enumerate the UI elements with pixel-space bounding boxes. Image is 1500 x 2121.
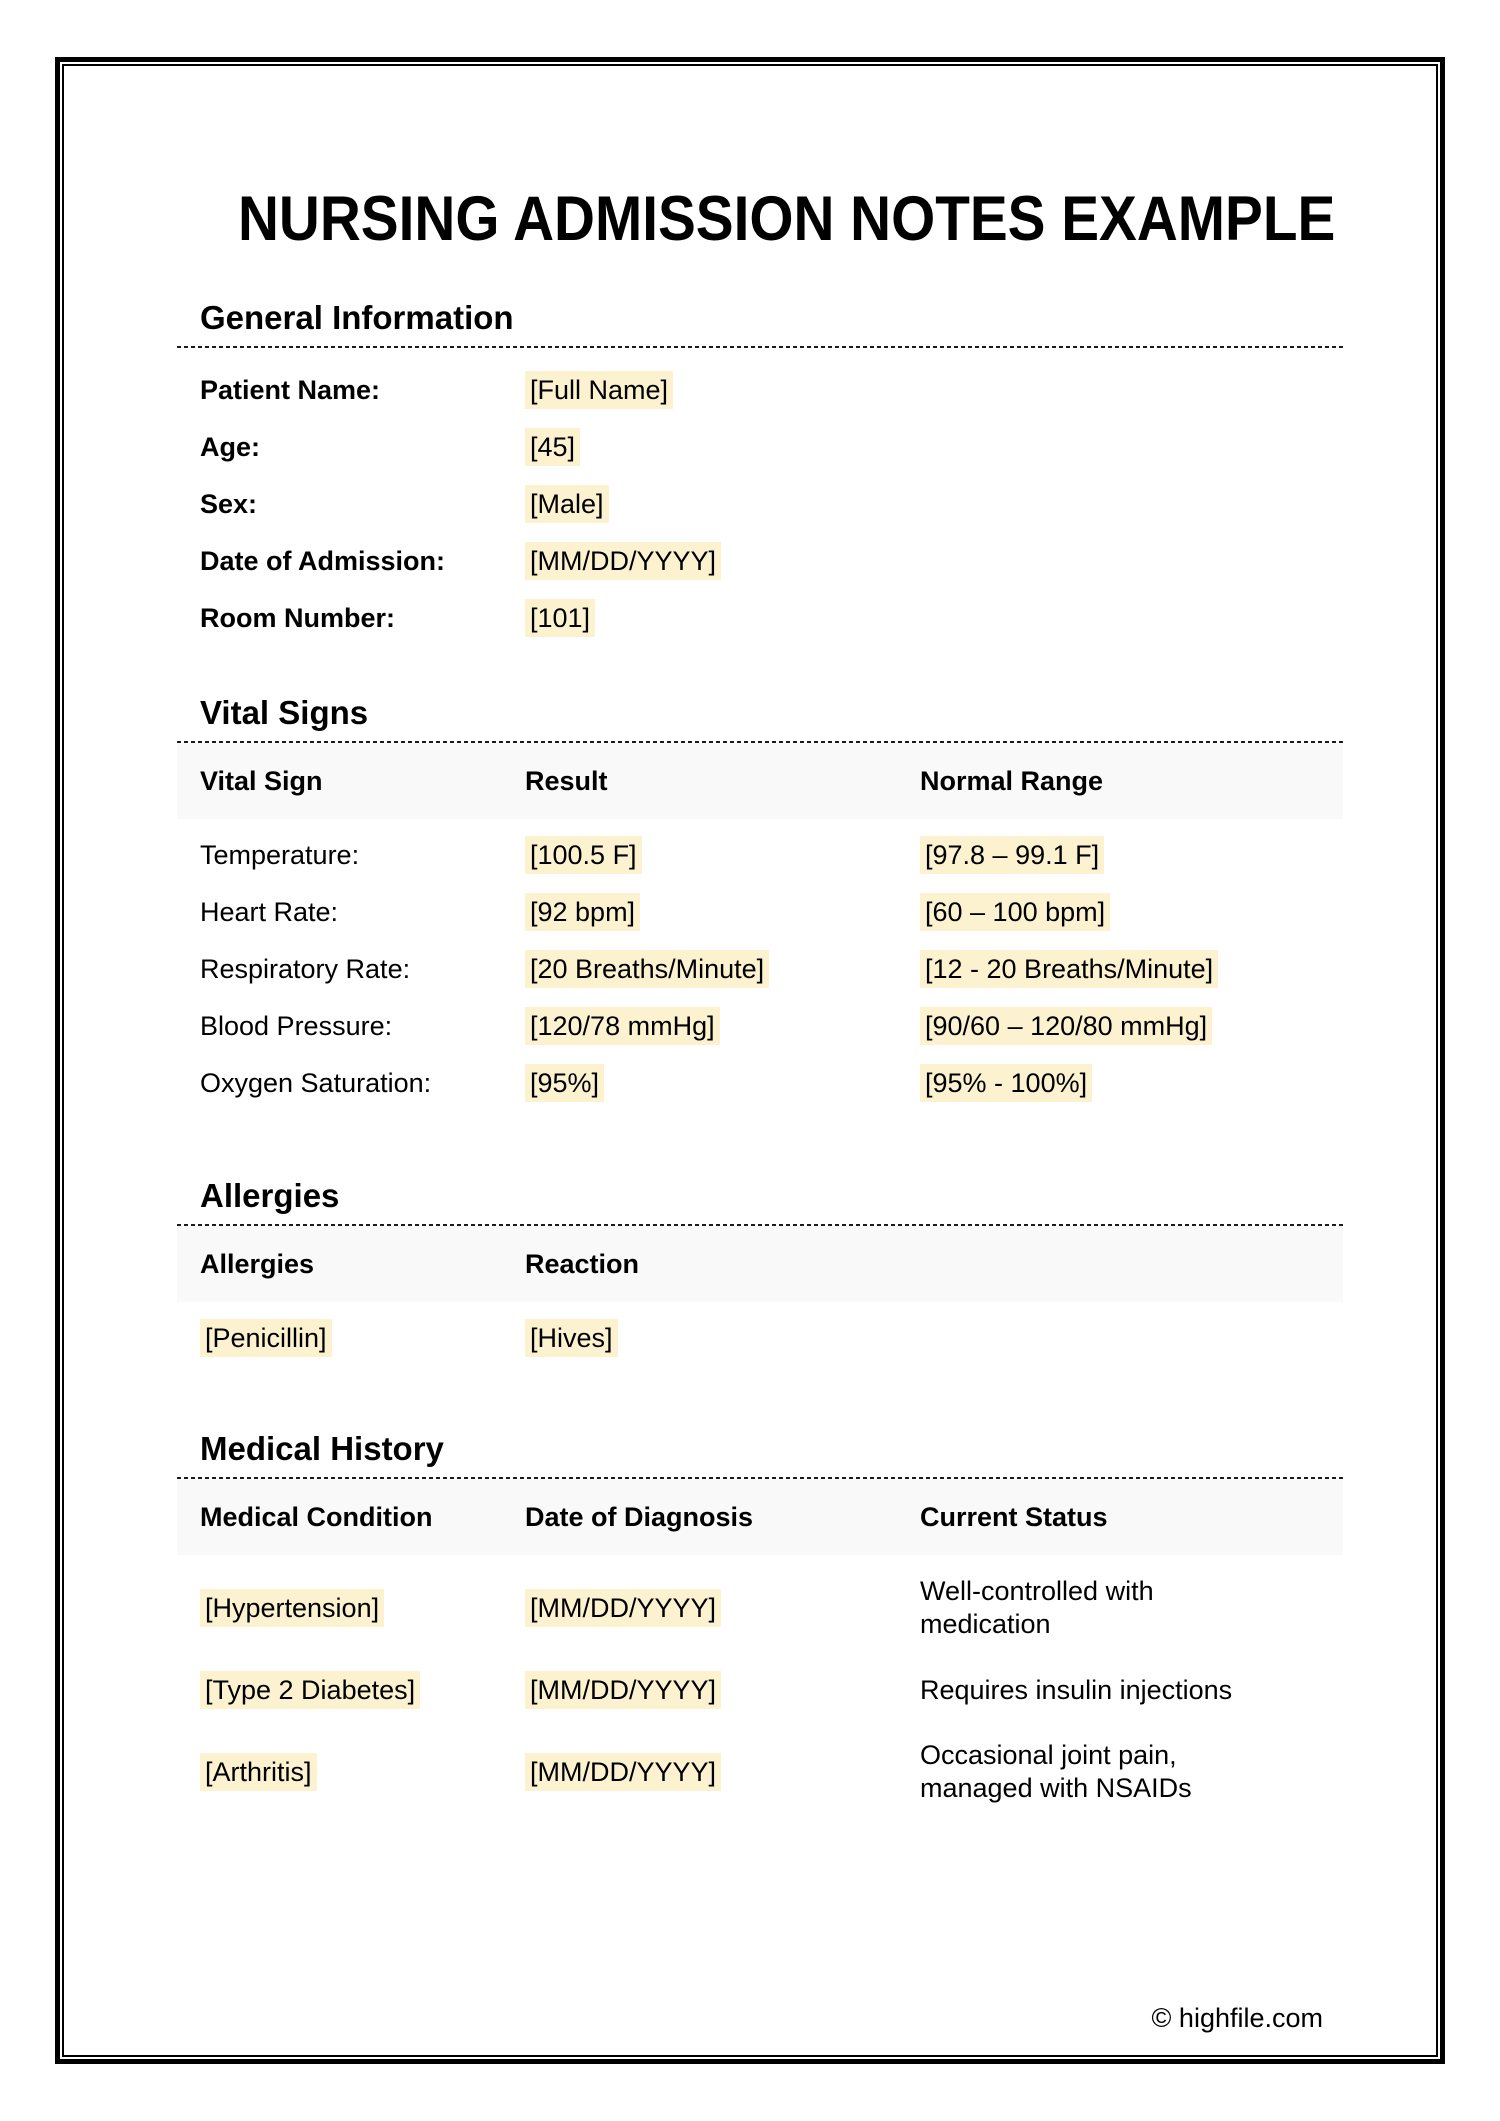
highlighted-value: [20 Breaths/Minute] [525,950,769,988]
general-information-heading: General Information [200,299,514,336]
allergies-header-row [177,1226,1343,1302]
condition-cell [177,1674,502,1707]
vital-sign-range [897,953,1343,986]
highlighted-value: [90/60 – 120/80 mmHg] [920,1007,1212,1045]
column-header-current-status: Current Status [920,1501,1108,1532]
table-row-type-2-diabetes [177,1662,1343,1718]
table-row-hypertension [177,1575,1343,1641]
field-value [502,431,897,464]
highlighted-value: [Arthritis] [200,1753,317,1791]
vital-signs-header-row [177,743,1343,819]
highlighted-value: [60 – 100 bpm] [920,893,1110,931]
column-header-normal-range: Normal Range [920,765,1104,796]
column-header-result: Result [525,765,608,796]
vital-sign-label: Respiratory Rate: [200,954,411,984]
empty-space [177,1826,1343,2002]
field-row-sex [177,488,1343,521]
page-title [177,186,1343,252]
vital-sign-label: Blood Pressure: [200,1011,393,1041]
field-label: Date of Admission: [200,546,446,576]
highlighted-value: [Hives] [525,1319,618,1357]
column-header-vital-sign: Vital Sign [200,765,323,796]
field-row-age [177,431,1343,464]
column-header-medical-condition: Medical Condition [200,1501,433,1532]
field-label: Sex: [200,489,258,519]
highlighted-value: [95%] [525,1064,604,1102]
field-value [502,602,897,635]
highlighted-value: [120/78 mmHg] [525,1007,720,1045]
page-inner-border [62,64,1438,2057]
vital-signs-heading: Vital Signs [200,694,369,731]
section-vital-signs [177,659,1343,1124]
status-cell [897,1739,1343,1805]
highlighted-value: [100.5 F] [525,836,642,874]
column-header-reaction: Reaction [525,1248,640,1279]
highlighted-value: [101] [525,599,595,637]
allergies-table-body [177,1322,1343,1355]
highlighted-value: [95% - 100%] [920,1064,1092,1102]
condition-cell [177,1592,502,1625]
table-row-heart-rate [177,896,1343,929]
page-title-text: NURSING ADMISSION NOTES EXAMPLE [237,184,1336,254]
vital-sign-range [897,1067,1343,1100]
allergies-heading: Allergies [200,1177,340,1214]
highlighted-value: [MM/DD/YYYY] [525,1671,721,1709]
section-allergies [177,1124,1343,1379]
vital-sign-range [897,839,1343,872]
column-header-date-of-diagnosis: Date of Diagnosis [525,1501,754,1532]
vital-sign-label: Oxygen Saturation: [200,1068,432,1098]
diagnosis-date-cell [502,1592,897,1625]
highlighted-value: [Type 2 Diabetes] [200,1671,420,1709]
vital-sign-range [897,896,1343,929]
field-label: Patient Name: [200,375,381,405]
section-medical-history [177,1379,1343,1826]
field-value [502,374,897,407]
section-general-information [177,252,1343,659]
highlighted-value: [Hypertension] [200,1589,384,1627]
medical-history-heading: Medical History [200,1430,444,1467]
status-cell [897,1575,1343,1641]
field-label: Age: [200,432,260,462]
highlighted-value: [97.8 – 99.1 F] [920,836,1104,874]
general-information-fields [177,374,1343,635]
reaction-cell [502,1322,897,1355]
highlighted-value: [45] [525,428,580,466]
status-cell [897,1674,1343,1707]
diagnosis-date-cell [502,1756,897,1789]
vital-sign-result [502,1010,897,1043]
table-row-allergy [177,1322,1343,1355]
diagnosis-date-cell [502,1674,897,1707]
section-divider [177,346,1343,348]
field-row-date-of-admission [177,545,1343,578]
vital-sign-result [502,896,897,929]
vital-sign-result [502,839,897,872]
highlighted-value: [92 bpm] [525,893,640,931]
highlighted-value: [Full Name] [525,371,673,409]
field-value [502,545,897,578]
vital-sign-range [897,1010,1343,1043]
highlighted-value: [Penicillin] [200,1319,332,1357]
highlighted-value: [Male] [525,485,609,523]
vital-sign-result [502,953,897,986]
column-header-allergies: Allergies [200,1248,315,1279]
vital-sign-label: Temperature: [200,840,360,870]
field-value [502,488,897,521]
highlighted-value: [12 - 20 Breaths/Minute] [920,950,1218,988]
footer-copyright: © highfile.com [1151,2003,1323,2033]
field-label: Room Number: [200,603,395,633]
field-row-patient-name [177,374,1343,407]
highlighted-value: [MM/DD/YYYY] [525,1589,721,1627]
vital-signs-table-body [177,839,1343,1100]
field-row-room-number [177,602,1343,635]
table-row-blood-pressure [177,1010,1343,1043]
status-text: Occasional joint pain, managed with NSAIDs [920,1740,1192,1803]
vital-sign-result [502,1067,897,1100]
highlighted-value: [MM/DD/YYYY] [525,1753,721,1791]
status-text: Requires insulin injections [920,1674,1233,1705]
highlighted-value: [MM/DD/YYYY] [525,542,721,580]
allergen-cell [177,1322,502,1355]
table-row-temperature [177,839,1343,872]
page-border-frame [55,57,1445,2064]
status-text: Well-controlled with medication [920,1576,1154,1639]
table-row-arthritis [177,1739,1343,1805]
condition-cell [177,1756,502,1789]
medical-history-header-row [177,1479,1343,1555]
vital-sign-label: Heart Rate: [200,897,339,927]
table-row-respiratory-rate [177,953,1343,986]
table-row-oxygen-saturation [177,1067,1343,1100]
medical-history-table-body [177,1575,1343,1805]
